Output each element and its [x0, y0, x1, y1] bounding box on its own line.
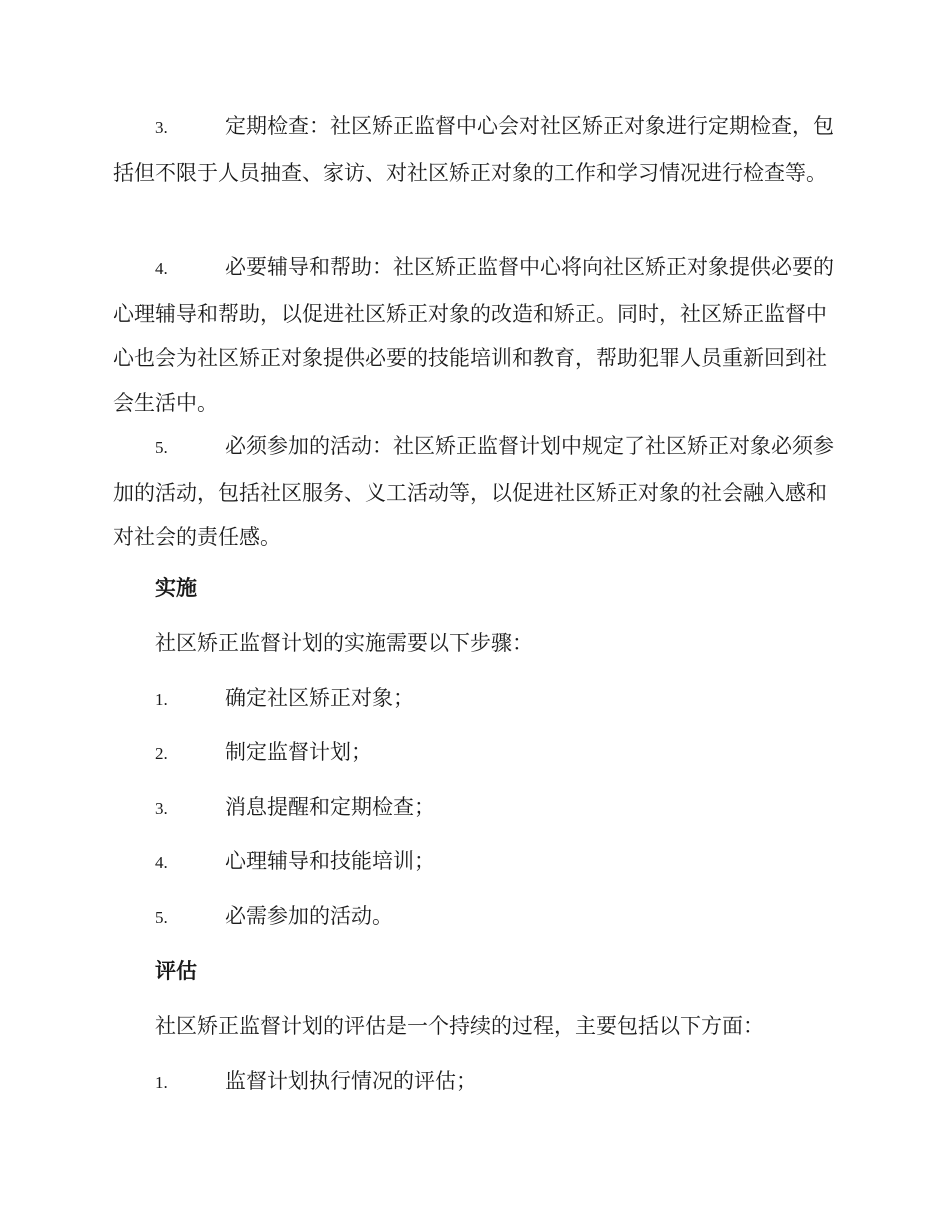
implementation-intro: 社区矫正监督计划的实施需要以下步骤：: [155, 631, 533, 655]
list-item-text: 心理辅导和技能培训；: [225, 849, 435, 873]
list-item: [155, 792, 435, 824]
list-item: [155, 1066, 477, 1098]
list-item-text: 消息提醒和定期检查；: [225, 795, 435, 819]
paragraph-text: 定期检查：社区矫正监督中心会对社区矫正对象进行定期检查，包括但不限于人员抽查、家访、对社区矫正对象的工作和学习情况进行检查等。: [113, 114, 834, 185]
list-item-text: 确定社区矫正对象；: [225, 686, 414, 710]
list-number: 4.: [155, 853, 168, 872]
list-item: [155, 683, 414, 715]
list-item-text: 必需参加的活动。: [225, 904, 393, 928]
list-item-text: 制定监督计划；: [225, 740, 372, 764]
section-heading-implementation: 实施: [155, 576, 197, 600]
list-number: 4.: [155, 259, 168, 278]
list-item: [155, 737, 372, 769]
list-number: 2.: [155, 744, 168, 763]
list-item: [155, 846, 435, 878]
list-paragraph-5: [113, 424, 835, 560]
evaluation-intro: 社区矫正监督计划的评估是一个持续的过程，主要包括以下方面：: [155, 1014, 764, 1038]
section-heading-evaluation: 评估: [155, 959, 197, 983]
list-number: 3.: [155, 118, 168, 137]
list-paragraph-3: [113, 104, 835, 195]
list-number: 5.: [155, 908, 168, 927]
list-number: 3.: [155, 799, 168, 818]
list-number: 1.: [155, 690, 168, 709]
paragraph-text: 必须参加的活动：社区矫正监督计划中规定了社区矫正对象必须参加的活动，包括社区服务、义工活动等，以促进社区矫正对象的社会融入感和对社会的责任感。: [113, 434, 834, 549]
list-number: 1.: [155, 1073, 168, 1092]
list-paragraph-4: [113, 245, 835, 425]
list-item: [155, 901, 393, 933]
paragraph-text: 必要辅导和帮助：社区矫正监督中心将向社区矫正对象提供必要的心理辅导和帮助，以促进社区矫正对象的改造和矫正。同时，社区矫正监督中心也会为社区矫正对象提供必要的技能培训和教育，帮助犯罪人员重新回到社会生活中。: [113, 255, 834, 415]
list-number: 5.: [155, 438, 168, 457]
list-item-text: 监督计划执行情况的评估；: [225, 1069, 477, 1093]
